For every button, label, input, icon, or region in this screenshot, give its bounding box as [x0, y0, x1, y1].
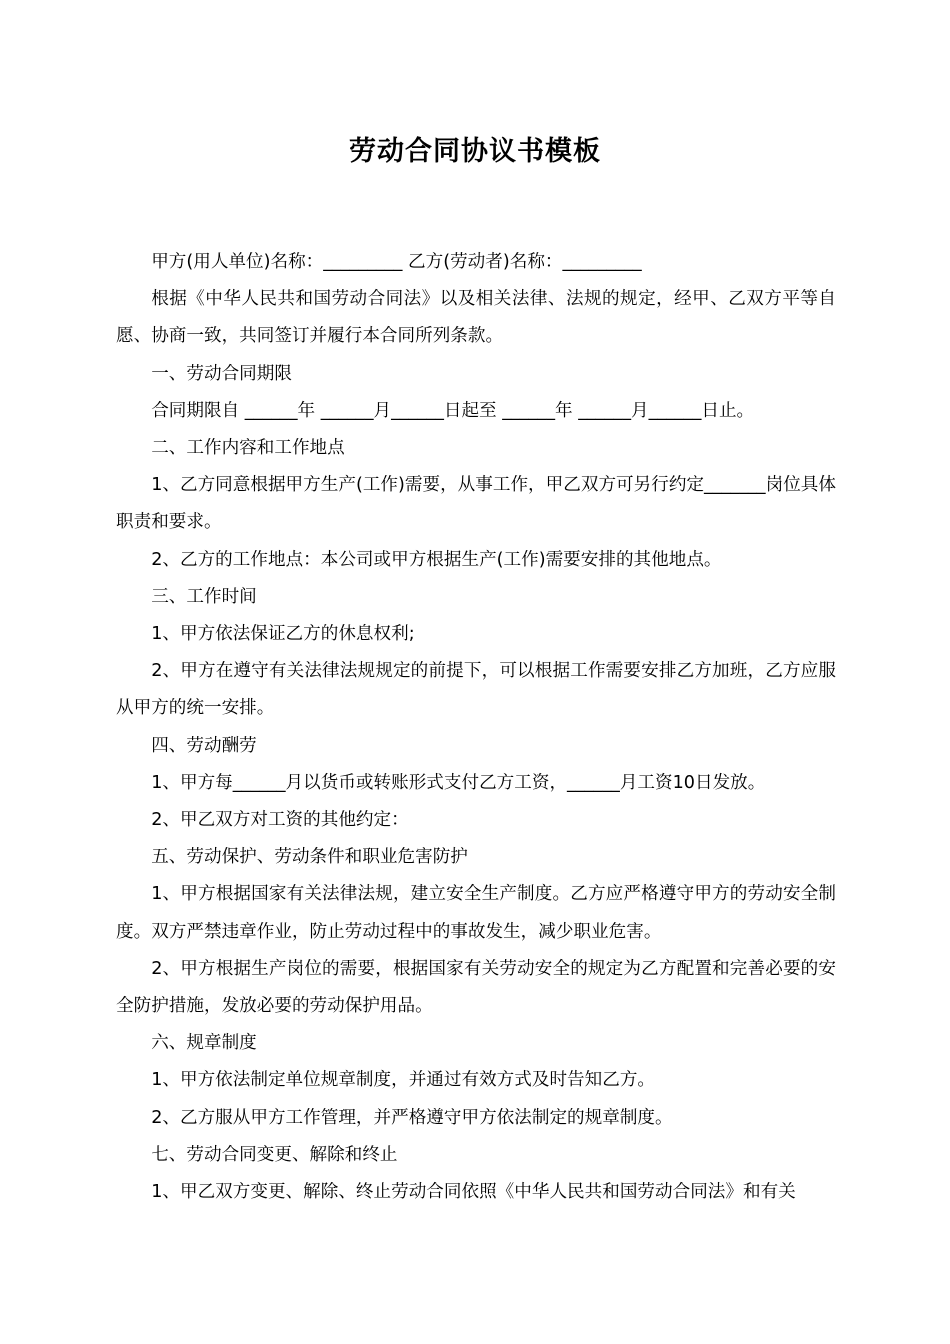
section-heading-contract-term: 一、劳动合同期限 — [151, 363, 292, 384]
work-hours-clause-1: 1、甲方依法保证乙方的休息权利; — [151, 624, 415, 645]
work-content-clause-1: 1、乙方同意根据甲方生产(工作)需要，从事工作，甲乙双方可另行约定_______岗位具体职责和要求。 — [116, 475, 836, 533]
remuneration-clause-1: 1、甲方每______月以货币或转账形式支付乙方工资，______月工资10日发放。 — [151, 772, 766, 793]
contract-change-clause-1: 1、甲乙双方变更、解除、终止劳动合同依照《中华人民共和国劳动合同法》和有关 — [151, 1182, 796, 1203]
rules-clause-1: 1、甲方依法制定单位规章制度，并通过有效方式及时告知乙方。 — [151, 1070, 656, 1091]
rules-clause-2: 2、乙方服从甲方工作管理，并严格遵守甲方依法制定的规章制度。 — [151, 1107, 673, 1128]
section-heading-rules: 六、规章制度 — [151, 1033, 257, 1054]
section-heading-labor-protection: 五、劳动保护、劳动条件和职业危害防护 — [151, 847, 468, 868]
section-heading-contract-change: 七、劳动合同变更、解除和终止 — [151, 1144, 398, 1165]
document-title: 劳动合同协议书模板 — [349, 136, 601, 167]
remuneration-clause-2: 2、甲乙双方对工资的其他约定： — [151, 810, 409, 831]
section-heading-work-content: 二、工作内容和工作地点 — [151, 438, 345, 459]
labor-protection-clause-2: 2、甲方根据生产岗位的需要，根据国家有关劳动安全的规定为乙方配置和完善必要的安全防护措施，发放必要的劳动保护用品。 — [116, 958, 836, 1017]
work-content-clause-2: 2、乙方的工作地点：本公司或甲方根据生产(工作)需要安排的其他地点。 — [151, 549, 722, 570]
section-heading-remuneration: 四、劳动酬劳 — [151, 735, 257, 756]
labor-protection-clause-1: 1、甲方根据国家有关法律法规，建立安全生产制度。乙方应严格遵守甲方的劳动安全制度。双方严禁违章作业，防止劳动过程中的事故发生，减少职业危害。 — [116, 884, 836, 942]
work-hours-clause-2: 2、甲方在遵守有关法律法规规定的前提下，可以根据工作需要安排乙方加班，乙方应服从甲方的统一安排。 — [116, 661, 836, 719]
section-heading-work-hours: 三、工作时间 — [151, 586, 257, 607]
contract-term-paragraph: 合同期限自 ______年 ______月______日起至 ______年 ______月______日止。 — [151, 400, 755, 421]
preamble-paragraph: 根据《中华人民共和国劳动合同法》以及相关法律、法规的规定，经甲、乙双方平等自愿、协商一致，共同签订并履行本合同所列条款。 — [116, 289, 836, 347]
party-names-line: 甲方(用人单位)名称：_________ 乙方(劳动者)名称：_________ — [151, 252, 642, 272]
document-body — [116, 244, 836, 1211]
